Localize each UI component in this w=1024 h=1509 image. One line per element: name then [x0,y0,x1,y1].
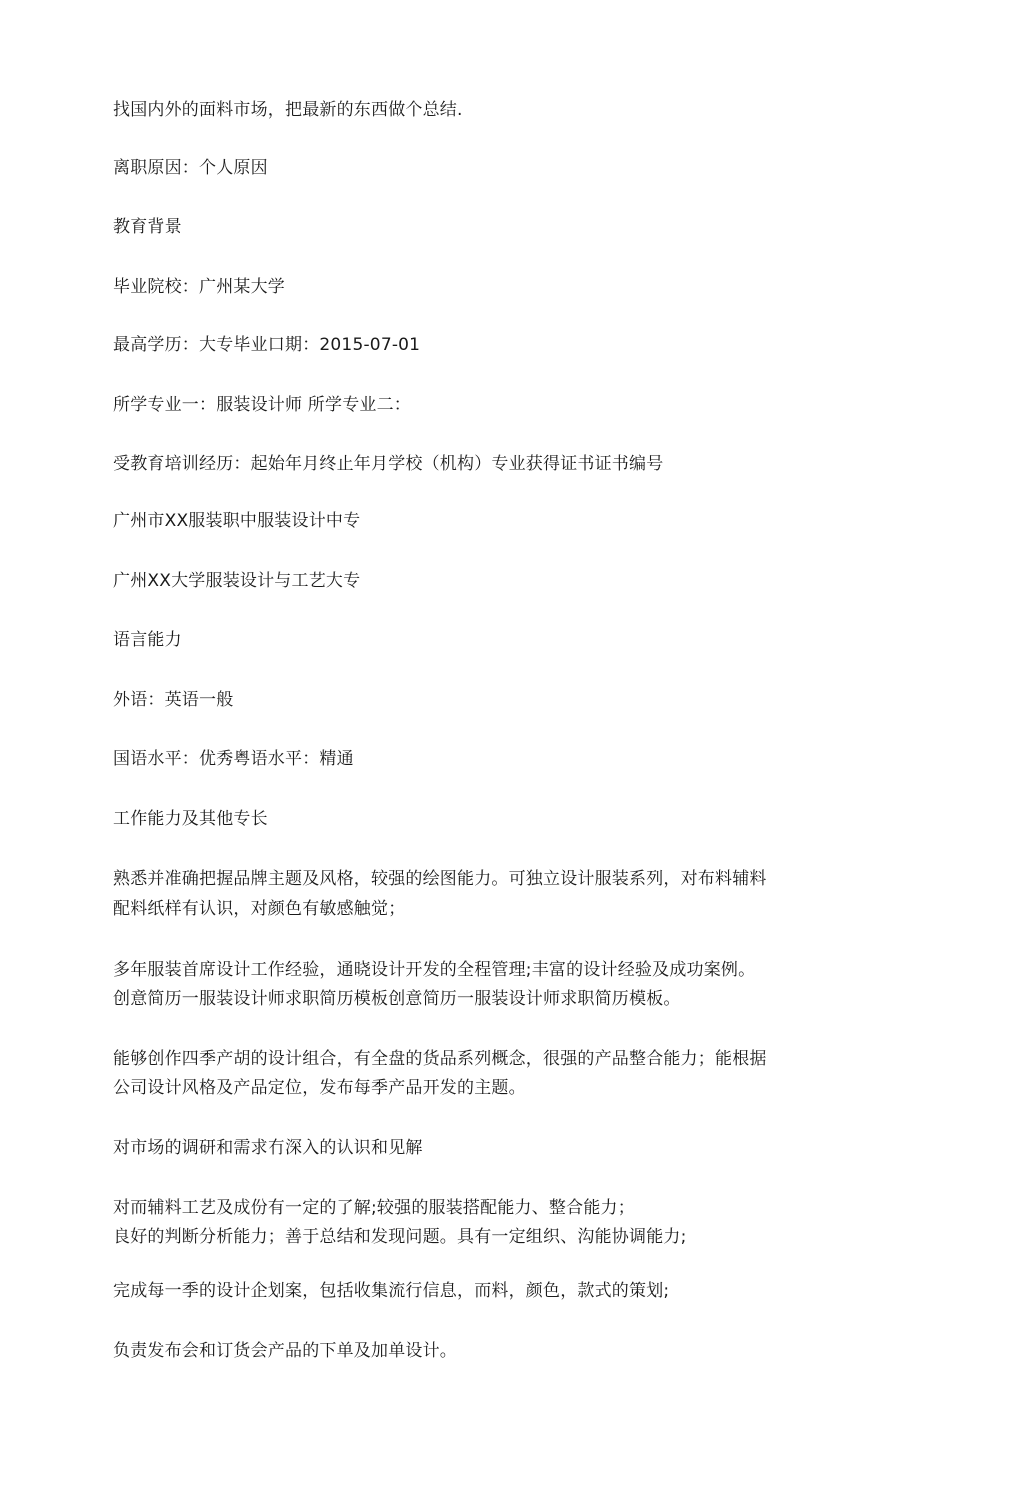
text-line: 能够创作四季产胡的设计组合，有全盘的货品系列概念，很强的产品整合能力；能根据 [113,1049,767,1069]
text-line: 离职原因：个人原因 [113,158,268,178]
text-line: 对而辅料工艺及成份有一定的了解;较强的服装搭配能力、整合能力； [113,1198,635,1218]
text-line: 广州XX大学服装设计与工艺大专 [113,571,361,591]
text-line: 对市场的调研和需求冇深入的认识和见解 [113,1138,423,1158]
section-heading: 教育背景 [113,217,182,237]
text-line: 毕业院校：广州某大学 [113,277,285,297]
text-line: 找国内外的面料市场，把最新的东西做个总结. [113,100,463,120]
section-heading: 工作能力及其他专长 [113,809,268,829]
text-line: 负责发布会和订货会产品的下单及加单设计。 [113,1341,457,1361]
text-line: 多年服装首席设计工作经验，通晓设计开发的全程管理;丰富的设计经验及成功案例。 [113,960,756,980]
text-line: 创意简历一服装设计师求职简历模板创意简历一服装设计师求职简历模板。 [113,989,681,1009]
text-line: 公司设计风格及产品定位，发布每季产品开发的主题。 [113,1078,526,1098]
text-line: 广州市XX服装职中服装设计中专 [113,511,361,531]
text-line: 完成每一季的设计企划案，包括收集流行信息，而料，颜色，款式的策划; [113,1281,670,1301]
text-line: 良好的判断分析能力；善于总结和发现问题。具有一定组织、沟能协调能力; [113,1227,687,1247]
text-line: 所学专业一：服装设计师 所学专业二： [113,395,412,415]
text-line: 最高学历：大专毕业口期：2015-07-01 [113,335,421,355]
text-line: 受教育培训经历：起始年月终止年月学校（机构）专业获得证书证书编号 [113,454,664,474]
section-heading: 语言能力 [113,630,182,650]
text-line: 熟悉并准确把握品牌主题及风格，较强的绘图能力。可独立设计服装系列，对布料辅料 [113,869,767,889]
text-line: 外语：英语一般 [113,690,234,710]
text-line: 国语水平：优秀粤语水平：精通 [113,749,354,769]
text-line: 配料纸样有认识，对颜色有敏感触觉； [113,899,406,919]
